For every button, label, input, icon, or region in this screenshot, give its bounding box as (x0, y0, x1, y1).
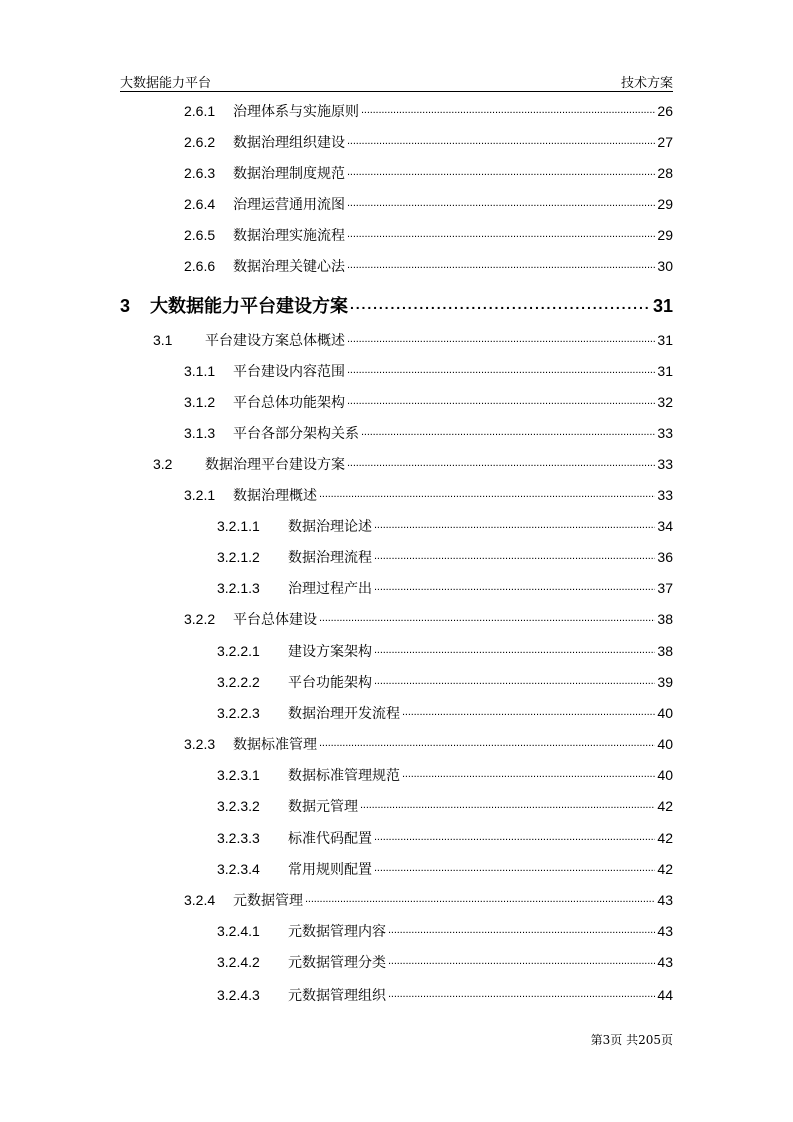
toc-entry-page: 43 (657, 923, 673, 939)
page-footer: 第3页 共205页 (590, 1033, 673, 1047)
toc-dot-leader (347, 331, 655, 345)
toc-entry-title: 元数据管理 (233, 893, 303, 909)
toc-entry-title: 数据治理概述 (233, 488, 317, 504)
toc-entry[interactable] (217, 828, 673, 850)
toc-entry-number: 3.2 (153, 456, 173, 472)
toc-entry-page: 29 (657, 196, 673, 212)
header-doc-title: 大数据能力平台 (120, 76, 212, 91)
toc-entry-page: 36 (657, 549, 673, 565)
toc-entry-page: 42 (657, 830, 673, 846)
toc-entry[interactable] (217, 641, 673, 663)
toc-entry-title: 建设方案架构 (288, 644, 372, 660)
toc-entry-title: 数据元管理 (288, 799, 358, 815)
toc-entry-page: 26 (657, 103, 673, 119)
toc-dot-leader (402, 704, 655, 718)
toc-entry-number: 3 (120, 296, 131, 316)
toc-entry[interactable] (184, 163, 673, 185)
toc-entry-number: 3.2.2.2 (217, 674, 260, 690)
toc-entry-page: 38 (657, 643, 673, 659)
toc-dot-leader (347, 195, 655, 209)
toc-dot-leader (360, 797, 655, 811)
toc-entry-number: 3.2.1.1 (217, 518, 260, 534)
toc-entry[interactable] (217, 703, 673, 725)
toc-entry-number: 3.2.4.1 (217, 923, 260, 939)
toc-entry[interactable] (217, 765, 673, 787)
toc-entry-page: 30 (657, 258, 673, 274)
toc-entry-title: 元数据管理组织 (288, 988, 386, 1004)
toc-entry[interactable] (217, 921, 673, 943)
toc-entry-page: 40 (657, 767, 673, 783)
toc-entry-number: 3.2.4.3 (217, 987, 260, 1003)
toc-entry-number: 2.6.2 (184, 134, 216, 150)
toc-entry-title: 标准代码配置 (288, 831, 372, 847)
toc-dot-leader (361, 102, 655, 116)
header-doc-type: 技术方案 (620, 76, 673, 91)
toc-entry-title: 元数据管理分类 (288, 955, 386, 971)
toc-entry-number: 3.1.3 (184, 425, 216, 441)
toc-entry-number: 3.1.2 (184, 394, 216, 410)
toc-entry[interactable] (217, 796, 673, 818)
toc-entry-number: 3.2.4 (184, 892, 216, 908)
toc-entry-page: 33 (657, 456, 673, 472)
toc-entry-number: 3.2.1 (184, 487, 216, 503)
toc-dot-leader (388, 986, 655, 1000)
toc-entry-title: 数据治理论述 (288, 519, 372, 535)
toc-entry-title: 数据治理组织建设 (233, 135, 345, 151)
toc-entry[interactable] (184, 392, 673, 414)
toc-entry[interactable] (184, 423, 673, 445)
toc-dot-leader (374, 673, 655, 687)
toc-entry-number: 3.2.3.2 (217, 798, 260, 814)
toc-dot-leader (305, 891, 655, 905)
toc-entry-page: 40 (657, 736, 673, 752)
toc-entry-number: 3.2.2 (184, 611, 216, 627)
toc-entry[interactable] (217, 985, 673, 1007)
toc-entry-page: 28 (657, 165, 673, 181)
toc-entry-page: 33 (657, 425, 673, 441)
toc-entry-title: 数据标准管理规范 (288, 768, 400, 784)
toc-entry-page: 39 (657, 674, 673, 690)
toc-dot-leader (347, 257, 655, 271)
toc-entry[interactable] (184, 225, 673, 247)
toc-entry[interactable] (217, 859, 673, 881)
toc-entry-title: 大数据能力平台建设方案 (150, 296, 348, 317)
toc-entry-number: 3.2.3 (184, 736, 216, 752)
toc-entry-number: 3.2.2.1 (217, 643, 260, 659)
toc-entry[interactable] (217, 952, 673, 974)
toc-entry[interactable] (217, 578, 673, 600)
toc-entry-title: 元数据管理内容 (288, 924, 386, 940)
toc-entry-page: 43 (657, 954, 673, 970)
toc-entry-title: 治理过程产出 (288, 581, 372, 597)
toc-entry-page: 37 (657, 580, 673, 596)
toc-entry[interactable] (217, 547, 673, 569)
toc-dot-leader (374, 829, 655, 843)
toc-entry-title: 平台功能架构 (288, 675, 372, 691)
toc-entry[interactable] (120, 292, 673, 317)
toc-dot-leader (361, 424, 655, 438)
toc-entry-page: 27 (657, 134, 673, 150)
toc-entry-title: 平台总体功能架构 (233, 395, 345, 411)
toc-entry[interactable] (184, 101, 673, 123)
toc-entry-page: 40 (657, 705, 673, 721)
toc-dot-leader (347, 133, 655, 147)
toc-entry-number: 2.6.3 (184, 165, 216, 181)
toc-entry-number: 3.2.4.2 (217, 954, 260, 970)
toc-entry-number: 2.6.6 (184, 258, 216, 274)
toc-entry[interactable] (184, 361, 673, 383)
toc-entry[interactable] (153, 454, 673, 476)
toc-entry-page: 43 (657, 892, 673, 908)
toc-entry-number: 2.6.5 (184, 227, 216, 243)
toc-entry-page: 32 (657, 394, 673, 410)
toc-entry-title: 数据治理实施流程 (233, 228, 345, 244)
toc-entry-title: 数据治理制度规范 (233, 166, 345, 182)
toc-entry-page: 38 (657, 611, 673, 627)
toc-entry-page: 33 (657, 487, 673, 503)
toc-entry-page: 31 (657, 332, 673, 348)
toc-entry-page: 31 (652, 296, 673, 316)
toc-dot-leader (374, 517, 655, 531)
toc-entry-title: 数据标准管理 (233, 737, 317, 753)
toc-dot-leader (374, 579, 655, 593)
toc-entry[interactable] (184, 609, 673, 631)
toc-entry-page: 29 (657, 227, 673, 243)
toc-entry-number: 3.1 (153, 332, 173, 348)
toc-entry-page: 42 (657, 798, 673, 814)
toc-dot-leader (402, 766, 655, 780)
toc-dot-leader (319, 735, 655, 749)
toc-entry[interactable] (184, 890, 673, 912)
toc-dot-leader (347, 164, 655, 178)
toc-entry[interactable] (184, 485, 673, 507)
toc-entry[interactable] (217, 672, 673, 694)
toc-entry-number: 2.6.4 (184, 196, 216, 212)
toc-entry-page: 44 (657, 987, 673, 1003)
toc-entry-title: 数据治理关键心法 (233, 259, 345, 275)
toc-entry-number: 3.2.3.4 (217, 861, 260, 877)
toc-entry-number: 3.2.1.2 (217, 549, 260, 565)
toc-entry-page: 34 (657, 518, 673, 534)
toc-entry[interactable] (184, 194, 673, 216)
toc-entry-number: 3.1.1 (184, 363, 216, 379)
toc-dot-leader (347, 455, 655, 469)
toc-entry[interactable] (184, 132, 673, 154)
toc-dot-leader (374, 860, 655, 874)
toc-dot-leader (388, 922, 655, 936)
toc-dot-leader (374, 548, 655, 562)
toc-entry-title: 平台建设方案总体概述 (205, 333, 345, 349)
toc-dot-leader (347, 362, 655, 376)
toc-entry-number: 3.2.2.3 (217, 705, 260, 721)
toc-entry[interactable] (184, 256, 673, 278)
toc-entry[interactable] (184, 734, 673, 756)
toc-dot-leader (319, 610, 655, 624)
toc-entry-title: 数据治理平台建设方案 (205, 457, 345, 473)
toc-dot-leader (347, 393, 655, 407)
toc-dot-leader (319, 486, 655, 500)
toc-entry-title: 平台总体建设 (233, 612, 317, 628)
toc-entry-number: 3.2.3.1 (217, 767, 260, 783)
toc-dot-leader (347, 226, 655, 240)
toc-entry-page: 31 (657, 363, 673, 379)
toc-dot-leader (374, 642, 655, 656)
toc-entry-number: 3.2.1.3 (217, 580, 260, 596)
toc-entry-title: 常用规则配置 (288, 862, 372, 878)
toc-entry-title: 治理运营通用流图 (233, 197, 345, 213)
toc-entry-title: 治理体系与实施原则 (233, 104, 359, 120)
toc-entry[interactable] (217, 516, 673, 538)
toc-entry-number: 2.6.1 (184, 103, 216, 119)
toc-dot-leader (350, 298, 651, 312)
toc-dot-leader (388, 953, 655, 967)
toc-entry-title: 平台建设内容范围 (233, 364, 345, 380)
toc-entry-title: 数据治理流程 (288, 550, 372, 566)
toc-entry[interactable] (153, 330, 673, 352)
toc-entry-title: 数据治理开发流程 (288, 706, 400, 722)
toc-entry-title: 平台各部分架构关系 (233, 426, 359, 442)
toc-entry-number: 3.2.3.3 (217, 830, 260, 846)
toc-entry-page: 42 (657, 861, 673, 877)
